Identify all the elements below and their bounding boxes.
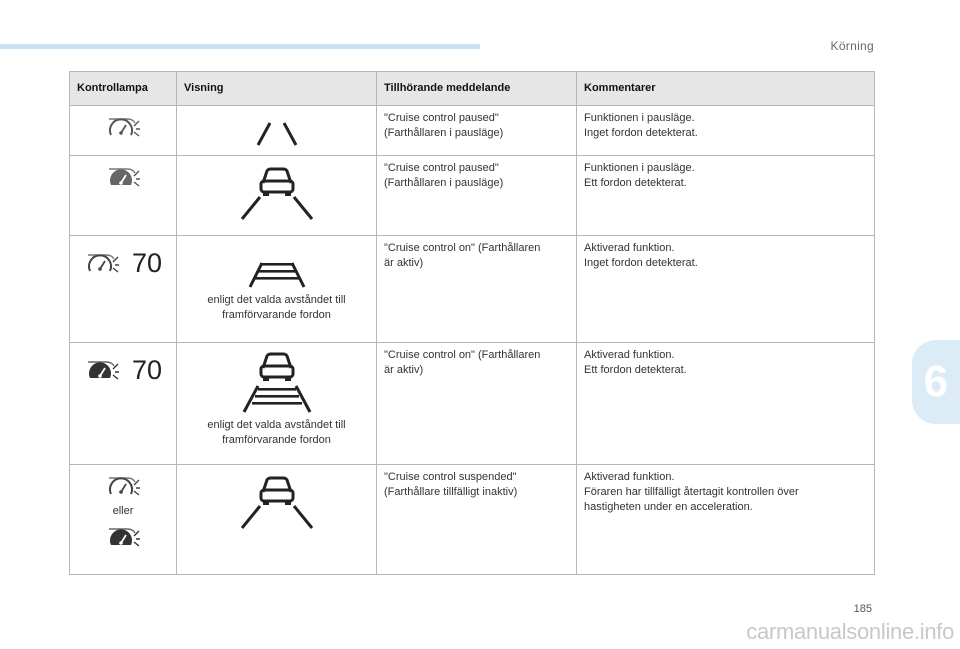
message-cell: [377, 106, 577, 156]
comment-text: Aktiverad funktion.: [584, 242, 675, 254]
vehicle-ahead-lanes-icon: [222, 470, 332, 532]
table-row: [70, 156, 875, 236]
lane-markings-icon: [222, 111, 332, 149]
comment-text: Ett fordon detekterat.: [584, 364, 687, 376]
watermark-text: carmanualsonline.info: [746, 619, 954, 644]
cruise-control-filled-icon: [84, 356, 120, 384]
section-title: Körning: [830, 39, 874, 53]
display-cell: [177, 343, 377, 465]
message-text: är aktiv): [384, 257, 424, 269]
set-speed-value: 70: [131, 247, 163, 278]
message-text: (Farthållaren i pausläge): [384, 127, 504, 139]
table-row: [70, 236, 875, 343]
message-text: "Cruise control paused": [384, 162, 499, 174]
display-caption: [207, 293, 345, 323]
cruise-control-filled-icon: [105, 523, 141, 551]
message-cell: [377, 156, 577, 236]
message-cell: [377, 343, 577, 465]
vehicle-distance-bars-icon: [222, 348, 332, 414]
comment-cell: [577, 236, 875, 343]
caption-text: framförvarande fordon: [222, 434, 331, 446]
comment-text: Ett fordon detekterat.: [584, 177, 687, 189]
comment-text: Aktiverad funktion.: [584, 471, 675, 483]
caption-text: framförvarande fordon: [222, 309, 331, 321]
comment-text: Funktionen i pausläge.: [584, 162, 695, 174]
message-cell: [377, 465, 577, 575]
message-text: är aktiv): [384, 364, 424, 376]
display-cell: [177, 236, 377, 343]
distance-bars-icon: [222, 241, 332, 289]
comment-text: Föraren har tillfälligt återtagit kontrollen över: [584, 486, 799, 498]
comment-text: Funktionen i pausläge.: [584, 112, 695, 124]
lamp-cell: [70, 236, 177, 343]
display-cell: [177, 465, 377, 575]
message-text: "Cruise control on" (Farthållaren: [384, 349, 541, 361]
vehicle-ahead-icon: [261, 478, 293, 505]
or-label: eller: [112, 505, 134, 517]
lamp-cell: [70, 156, 177, 236]
caption-text: enligt det valda avståndet till: [207, 294, 346, 306]
comment-text: Inget fordon detekterat.: [584, 127, 698, 139]
col-header-kontrollampa: Kontrollampa: [70, 72, 177, 106]
vehicle-ahead-lanes-icon: [222, 161, 332, 223]
cruise-control-outline-icon: [105, 472, 141, 500]
col-header-meddelande: Tillhörande meddelande: [377, 72, 577, 106]
vehicle-ahead-icon: [261, 169, 293, 196]
lamp-cell: [70, 106, 177, 156]
cruise-control-outline-icon: [84, 249, 120, 277]
chapter-number: 6: [923, 357, 949, 406]
message-text: "Cruise control suspended": [384, 471, 517, 483]
cruise-control-filled-icon: [105, 163, 141, 191]
page-number: 185: [853, 603, 872, 615]
comment-cell: [577, 156, 875, 236]
comment-text: hastigheten under en acceleration.: [584, 501, 753, 513]
caption-text: enligt det valda avståndet till: [207, 419, 346, 431]
message-cell: [377, 236, 577, 343]
lamp-cell: [70, 343, 177, 465]
set-speed-value: 70: [131, 354, 163, 385]
comment-cell: [577, 343, 875, 465]
comment-text: Inget fordon detekterat.: [584, 257, 698, 269]
message-text: (Farthållare tillfälligt inaktiv): [384, 486, 518, 498]
message-text: "Cruise control paused": [384, 112, 499, 124]
table-row: [70, 106, 875, 156]
display-caption: [207, 418, 345, 448]
lamp-cell: [70, 465, 177, 575]
table-row: [70, 343, 875, 465]
chapter-tab: [912, 340, 960, 424]
display-cell: [177, 156, 377, 236]
table-header-row: [70, 72, 875, 106]
vehicle-ahead-icon: [261, 354, 293, 381]
table-row: [70, 465, 875, 575]
cruise-control-outline-icon: [105, 113, 141, 141]
comment-cell: [577, 465, 875, 575]
message-text: (Farthållaren i pausläge): [384, 177, 504, 189]
cruise-control-table: [69, 71, 875, 575]
comment-text: Aktiverad funktion.: [584, 349, 675, 361]
header-accent-bar: [0, 44, 480, 49]
display-cell: [177, 106, 377, 156]
comment-cell: [577, 106, 875, 156]
col-header-visning: Visning: [177, 72, 377, 106]
col-header-kommentarer: Kommentarer: [577, 72, 875, 106]
message-text: "Cruise control on" (Farthållaren: [384, 242, 541, 254]
